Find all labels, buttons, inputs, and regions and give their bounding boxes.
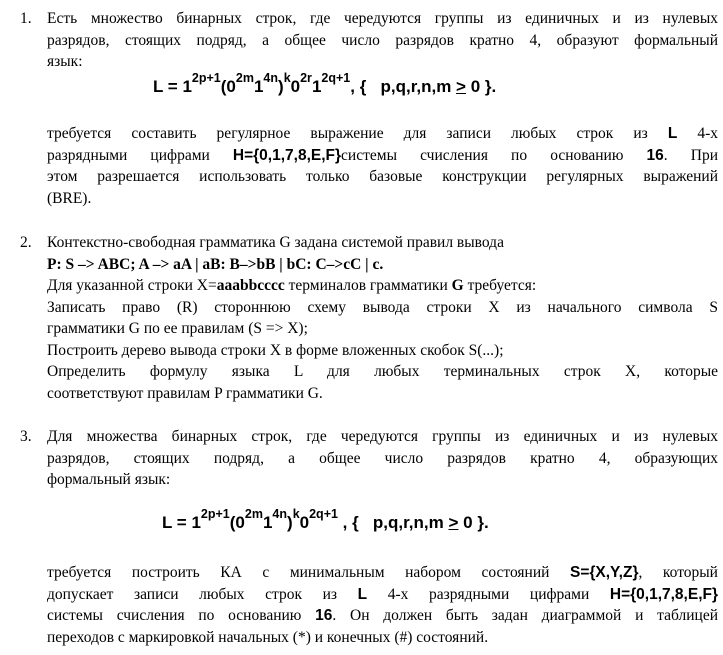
task-1-body (47, 123, 718, 209)
task-3-intro-line-1: Для множества бинарных строк, где чередуются группы из единичных и из нулевых (47, 428, 718, 445)
task-1-intro (47, 8, 718, 73)
task-3-intro (47, 426, 718, 491)
task-2-line-3: Для указанной строки X=aaabbcccc терминалов грамматики G требуется: (47, 277, 537, 294)
task-2-line-4: Записать право (R) стороннюю схему вывода строки X из начального символа S (47, 298, 718, 316)
task-1-number: 1. (20, 10, 32, 27)
task-2-line-1: Контекстно-свободная грамматика G задана системой правил вывода (47, 234, 504, 251)
task-3-intro-line-2: разрядов, стоящих подряд, а общее число разрядов кратно 4, образующих (47, 449, 718, 467)
task-3-number: 3. (20, 428, 32, 445)
task-3-formula: $L = 1^{2p+1}(0^{2m}1^{4n})^k0^{2q+1}$ , { p,q,r,n,m > 0 }. (162, 507, 489, 532)
task-3-intro-line-3: формальный язык: (47, 471, 171, 488)
task-3-body-line-2: допускает записи любых строк из L 4-х разрядными цифрами H={0,1,7,8,E,F} (47, 585, 719, 603)
task-1-formula: $L = 1^{2p+1}(0^{2m}1^{4n})^k0^{2r}1^{2q+1}$, { p,q,r,n,m > 0 }. (153, 71, 497, 96)
task-3-body-line-1: требуется построить КА с минимальным набором состояний S={X,Y,Z}, который (47, 564, 718, 581)
task-1-body-line-2: разрядными цифрами H={0,1,7,8,E,F}системы счисления по основанию 16. При (47, 146, 718, 164)
task-1-intro-line-3: язык: (47, 53, 83, 70)
task-2-line-6: Построить дерево вывода строки X в форме вложенных скобок S(...); (47, 341, 504, 359)
task-3-body-line-3: системы счисления по основанию 16. Он должен быть задан диаграммой и таблицей (47, 607, 719, 624)
task-2-body (47, 232, 718, 404)
task-2-line-5: грамматики G по ее правилам (S => X); (47, 320, 308, 337)
task-1-body-line-1: требуется составить регулярное выражение для записи любых строк из L 4-х (47, 125, 718, 142)
task-2-rules: P: S –> ABC; A –> aA | aB: B–>bB | bC: C–>cC | c. (47, 255, 384, 273)
task-1-intro-line-2: разрядов, стоящих подряд, а общее число разрядов кратно 4, образуют формальный (47, 31, 718, 49)
task-1-body-line-3: этом разрешается использовать только базовые конструкции регулярных выражений (47, 168, 718, 185)
task-3-body (47, 562, 718, 648)
task-1-body-line-4: (BRE). (47, 189, 92, 207)
task-2-number: 2. (20, 234, 32, 251)
task-1-intro-line-1: Есть множество бинарных строк, где чередуются группы из единичных и из нулевых (47, 10, 718, 27)
task-3-body-line-4: переходов с маркировкой начальных (*) и конечных (#) состояний. (47, 628, 489, 646)
task-2-line-8: соответствуют правилам P грамматики G. (47, 384, 323, 402)
task-2-line-7: Определить формулу языка L для любых терминальных строк X, которые (47, 363, 718, 380)
